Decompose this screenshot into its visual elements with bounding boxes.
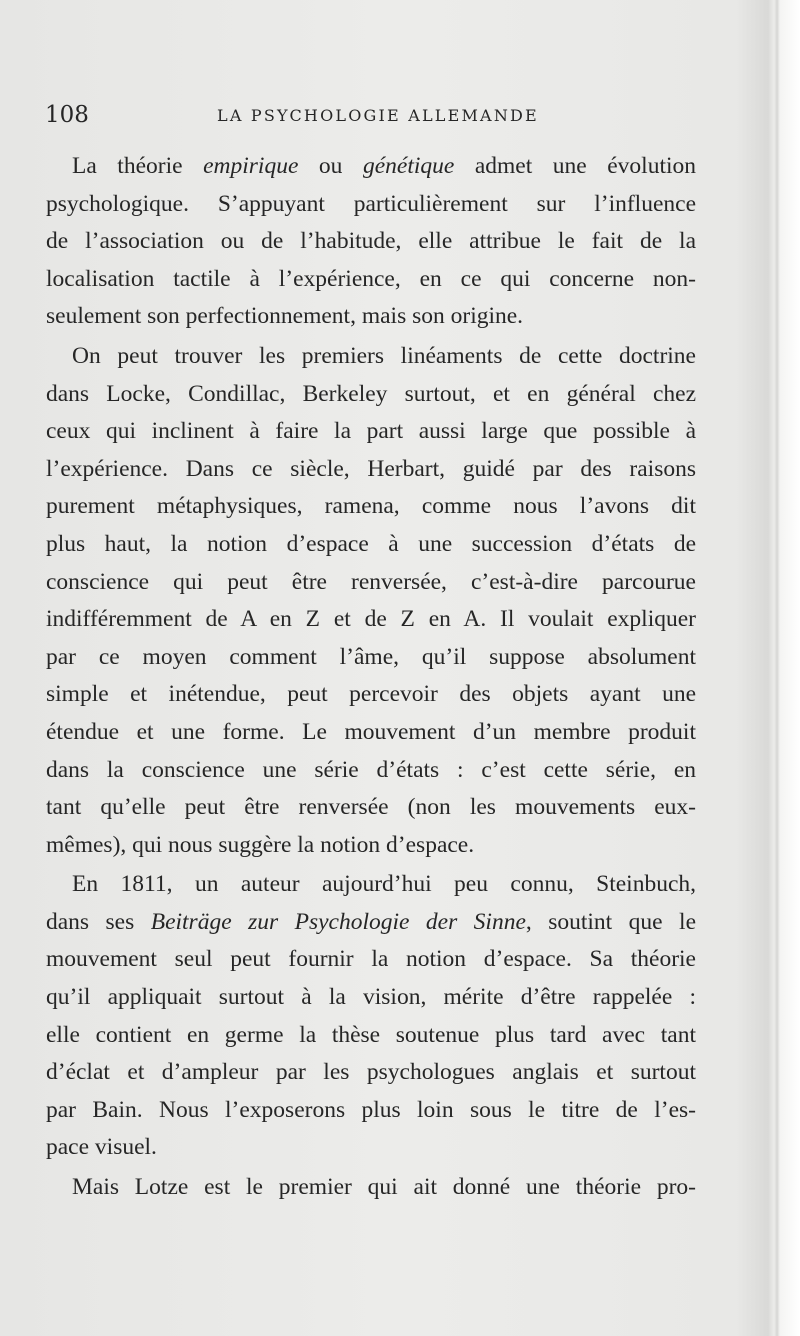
- text-line: [46, 827, 696, 865]
- text-run: dans Locke, Condillac, Berkeley surtout, et en général chez: [46, 380, 696, 407]
- text-line: [46, 752, 696, 790]
- text-line: [46, 1169, 696, 1207]
- text-line: [46, 676, 696, 714]
- page-gutter-shadow: [774, 0, 780, 1336]
- text-run: On peut trouver les premiers linéaments de cette doctrine: [72, 342, 696, 369]
- text-line: [46, 564, 696, 602]
- text-run: indifféremment de A en Z et de Z en A. Il voulait expliquer: [46, 606, 696, 633]
- text-line: [46, 866, 696, 904]
- text-line: [46, 904, 696, 942]
- running-title: LA PSYCHOLOGIE ALLEMANDE: [217, 106, 539, 125]
- page-number: 108: [45, 102, 89, 128]
- italic-text: empirique: [203, 153, 299, 179]
- text-run: simple et inétendue, peut percevoir des objets ayant une: [46, 681, 696, 708]
- text-run: admet une évolution: [454, 153, 697, 179]
- text-run: plus haut, la notion d’espace à une succession d’états de: [46, 530, 696, 557]
- text-run: d’éclat et d’ampleur par les psychologues anglais et surtout: [46, 1059, 696, 1086]
- text-line: [46, 1017, 696, 1055]
- text-run: l’expérience. Dans ce siècle, Herbart, guidé par des raisons: [46, 455, 696, 482]
- text-run: mêmes), qui nous suggère la notion d’espace.: [46, 831, 475, 858]
- text-run: En 1811, un auteur aujourd’hui peu connu, Steinbuch,: [72, 871, 696, 898]
- text-line: [46, 979, 696, 1017]
- text-line: [46, 526, 696, 564]
- text-run: localisation tactile à l’expérience, en ce qui concerne non-: [46, 265, 696, 292]
- text-line: [46, 451, 696, 489]
- text-run: par ce moyen comment l’âme, qu’il suppose absolument: [46, 643, 696, 670]
- text-line: [46, 298, 696, 336]
- text-line: [46, 148, 696, 186]
- text-run: pace visuel.: [46, 1134, 157, 1161]
- text-line: [46, 639, 696, 677]
- text-run: qu’il appliquait surtout à la vision, mérite d’être rappelée :: [46, 984, 696, 1011]
- text-line: [46, 1054, 696, 1092]
- text-run: dans ses: [46, 908, 151, 935]
- text-line: [46, 338, 696, 376]
- text-line: [46, 223, 696, 261]
- text-run: psychologique. S’appuyant particulièrement sur l’influence: [46, 190, 696, 217]
- text-run: dans la conscience une série d’états : c’est cette série, en: [46, 756, 696, 783]
- text-run: de l’association ou de l’habitude, elle attribue le fait de la: [46, 228, 696, 255]
- text-line: [46, 1129, 696, 1167]
- text-run: par Bain. Nous l’exposerons plus loin sous le titre de l’es-: [46, 1096, 696, 1123]
- text-run: La théorie: [72, 153, 204, 179]
- text-run: purement métaphysiques, ramena, comme nous l’avons dit: [46, 493, 696, 520]
- text-line: [46, 1092, 696, 1130]
- italic-text: Beiträge zur Psychologie der Sinne: [150, 908, 526, 935]
- text-run: seulement son perfectionnement, mais son origine.: [46, 303, 524, 330]
- text-line: [46, 601, 696, 639]
- text-line: [46, 789, 696, 827]
- body-text: [46, 148, 696, 1207]
- text-line: [46, 261, 696, 299]
- text-run: ou: [298, 153, 363, 179]
- text-line: [46, 413, 696, 451]
- running-head: [45, 100, 695, 130]
- text-run: tant qu’elle peut être renversée (non les mouvements eux-: [46, 794, 696, 821]
- text-line: [46, 376, 696, 414]
- text-run: conscience qui peut être renversée, c’est-à-dire parcourue: [46, 568, 696, 595]
- text-run: , soutint que le: [525, 908, 697, 935]
- text-run: ceux qui inclinent à faire la part aussi large que possible à: [46, 418, 696, 445]
- italic-text: génétique: [362, 153, 455, 179]
- text-run: mouvement seul peut fournir la notion d’espace. Sa théorie: [46, 946, 696, 973]
- text-run: Mais Lotze est le premier qui ait donné une théorie pro-: [72, 1174, 696, 1201]
- text-line: [46, 941, 696, 979]
- text-line: [46, 714, 696, 752]
- text-run: étendue et une forme. Le mouvement d’un membre produit: [46, 718, 696, 745]
- text-line: [46, 488, 696, 526]
- text-run: elle contient en germe la thèse soutenue plus tard avec tant: [46, 1021, 696, 1048]
- text-line: [46, 186, 696, 224]
